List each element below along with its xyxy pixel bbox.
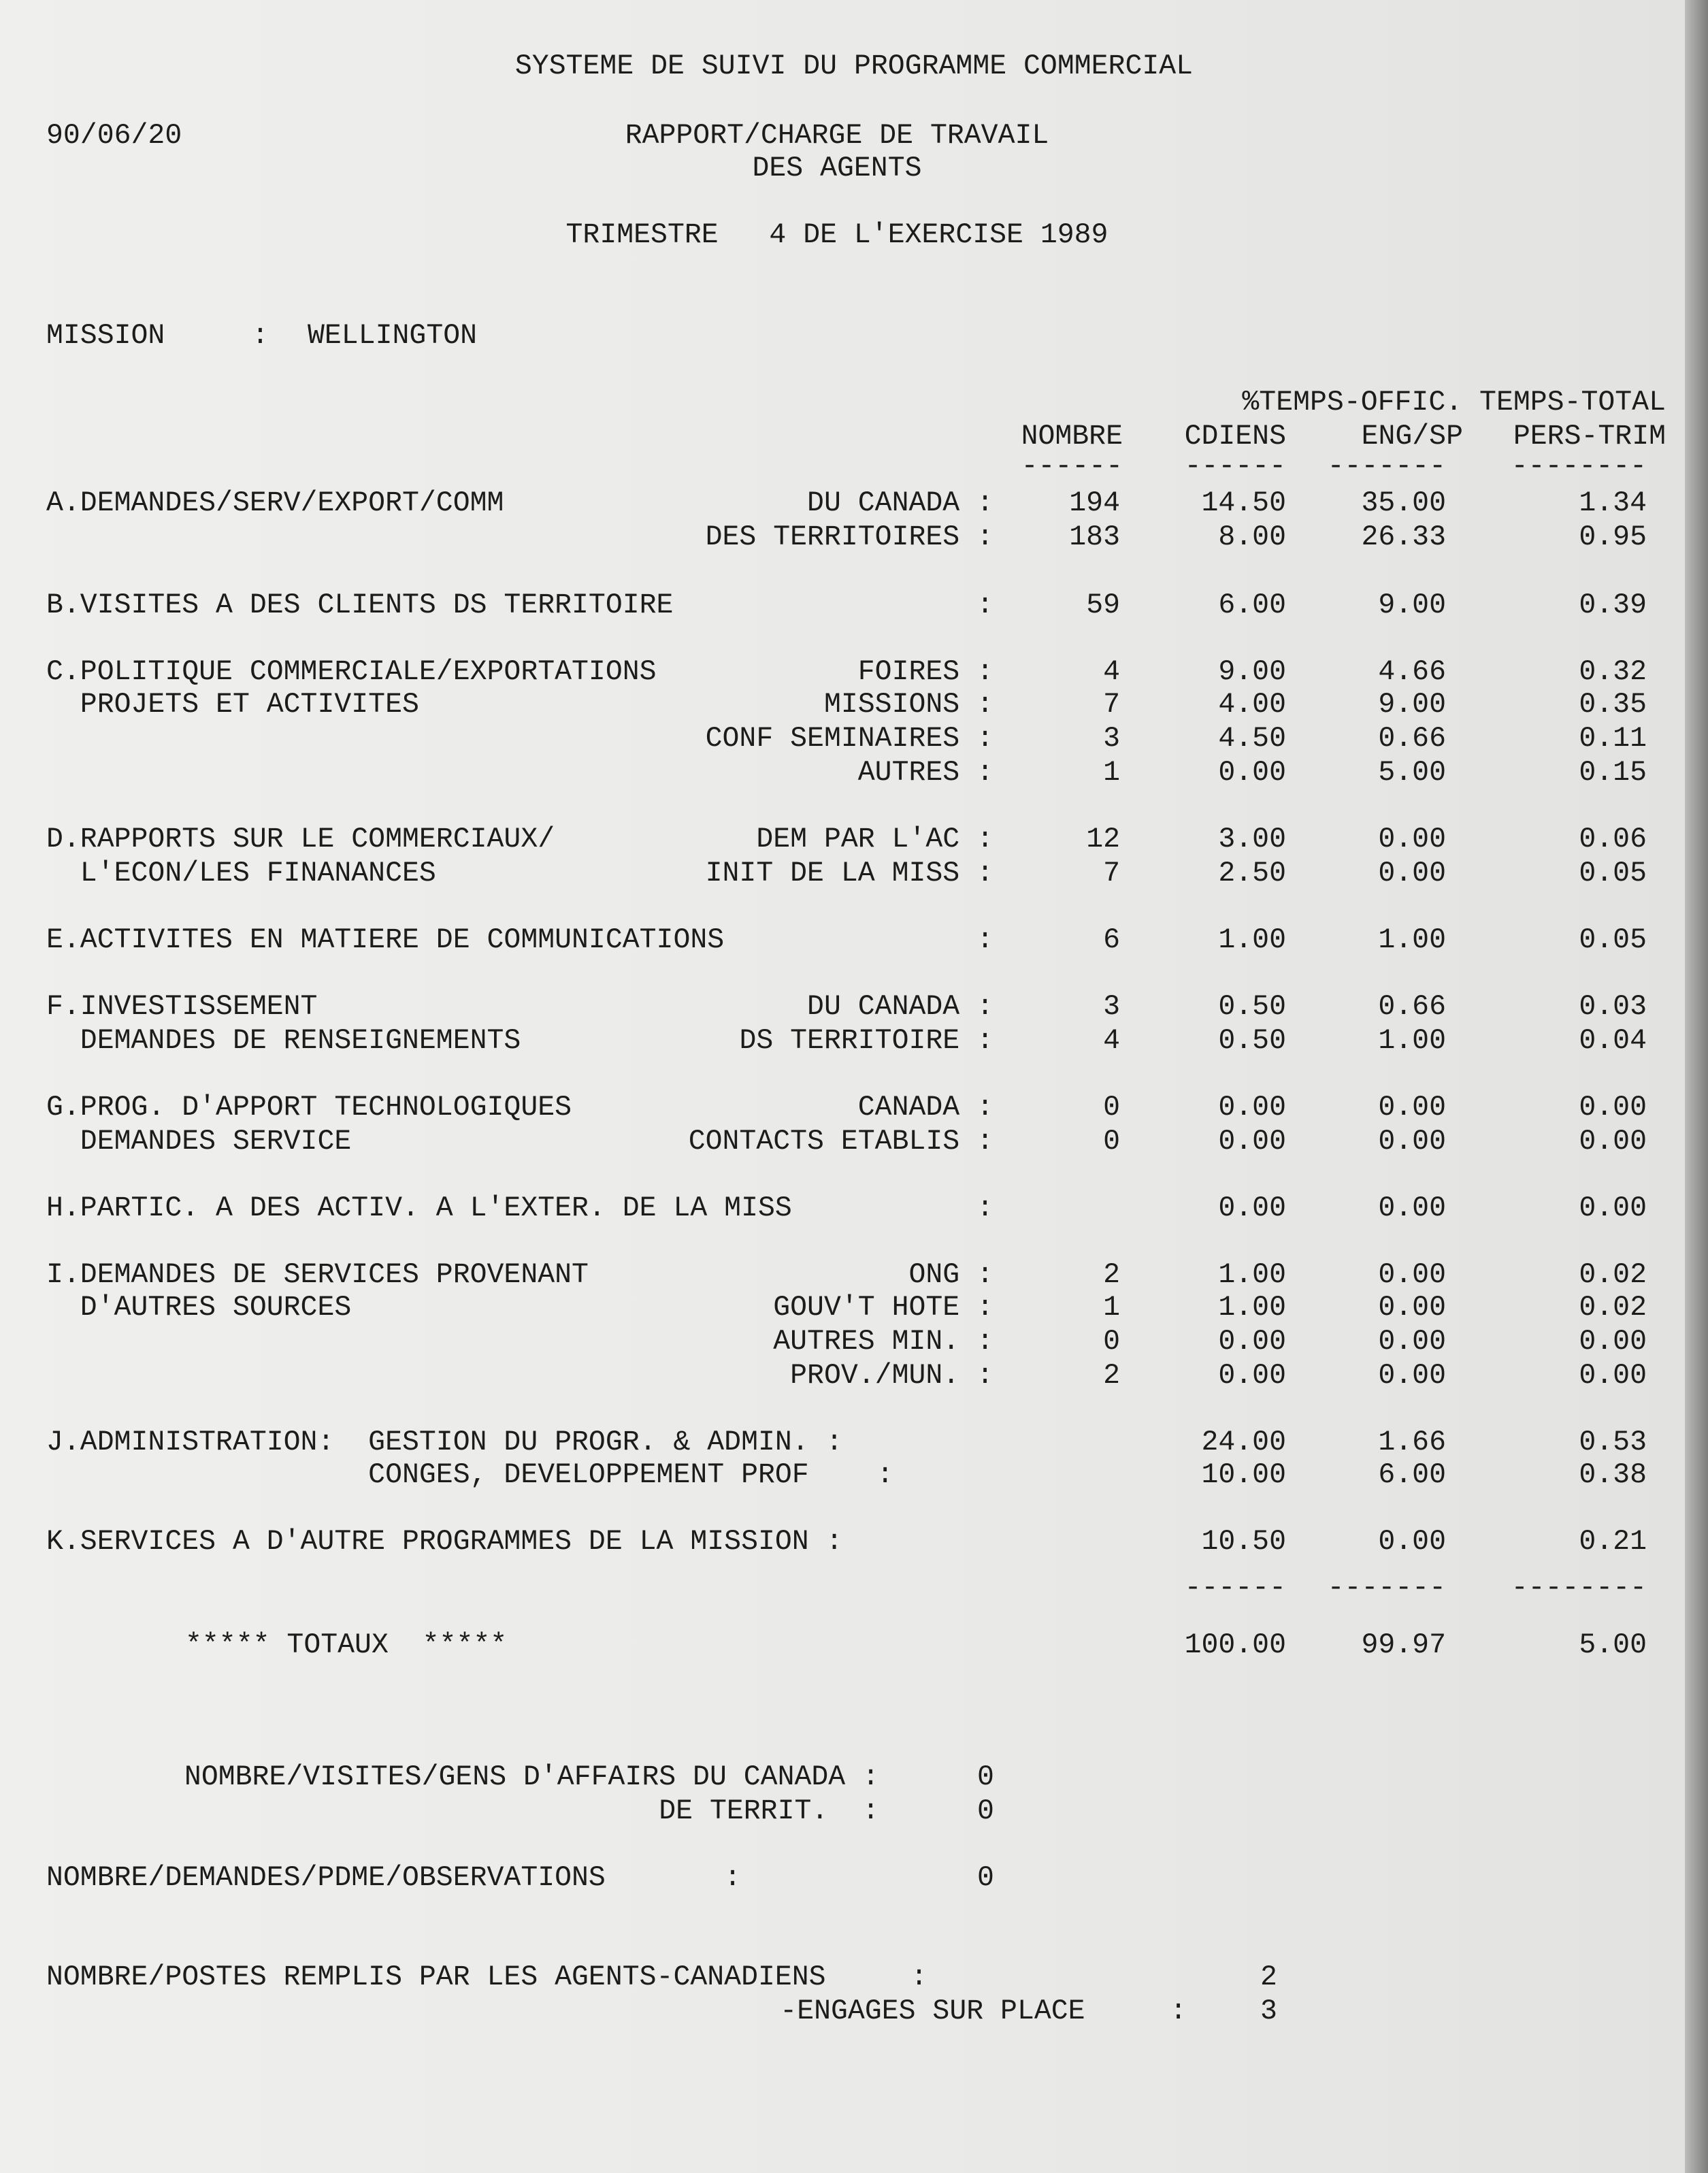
row-engsp: 35.00 xyxy=(1361,487,1446,519)
totals-label: ***** TOTAUX ***** xyxy=(185,1629,508,1661)
row-subcategory: AUTRES MIN. : xyxy=(773,1326,993,1358)
row-nombre: 12 xyxy=(1086,823,1120,855)
row-cdiens: 10.50 xyxy=(1201,1526,1286,1558)
row-category: B.VISITES A DES CLIENTS DS TERRITOIRE xyxy=(46,589,674,621)
row-engsp: 1.66 xyxy=(1378,1426,1446,1458)
row-engsp: 0.00 xyxy=(1378,857,1446,889)
row-cdiens: 0.00 xyxy=(1218,1092,1286,1124)
row-nombre: 7 xyxy=(1103,857,1120,889)
row-category: E.ACTIVITES EN MATIERE DE COMMUNICATIONS xyxy=(46,924,725,956)
row-subcategory: FOIRES : xyxy=(857,656,993,688)
row-cdiens: 1.00 xyxy=(1218,1292,1286,1324)
row-cdiens: 1.00 xyxy=(1218,924,1286,956)
row-cdiens: 0.00 xyxy=(1218,1192,1286,1224)
underline-cdiens: ------ xyxy=(1184,451,1286,483)
row-cdiens: 0.00 xyxy=(1218,1126,1286,1158)
row-engsp: 4.66 xyxy=(1378,656,1446,688)
row-engsp: 0.00 xyxy=(1378,1092,1446,1124)
row-perstrim: 0.00 xyxy=(1579,1126,1647,1158)
row-perstrim: 0.05 xyxy=(1579,924,1647,956)
row-cdiens: 2.50 xyxy=(1218,857,1286,889)
row-engsp: 0.00 xyxy=(1378,1326,1446,1358)
row-category: D.RAPPORTS SUR LE COMMERCIAUX/ xyxy=(46,823,555,855)
footer-postes-canadiens-value: 2 xyxy=(1260,1961,1277,1993)
underline-engsp: ------- xyxy=(1327,451,1446,483)
row-engsp: 0.00 xyxy=(1378,1126,1446,1158)
row-category: C.POLITIQUE COMMERCIALE/EXPORTATIONS xyxy=(46,656,657,688)
row-nombre: 4 xyxy=(1103,656,1120,688)
footer-pdme-value: 0 xyxy=(977,1862,994,1894)
row-engsp: 0.00 xyxy=(1378,1292,1446,1324)
row-engsp: 6.00 xyxy=(1378,1459,1446,1491)
report-title-line-2: DES AGENTS xyxy=(752,152,922,184)
col-header-cdiens: CDIENS xyxy=(1184,421,1286,453)
row-perstrim: 0.15 xyxy=(1579,757,1647,789)
row-engsp: 1.00 xyxy=(1378,1025,1446,1057)
row-category: F.INVESTISSEMENT xyxy=(46,991,318,1023)
row-category: DEMANDES SERVICE xyxy=(46,1126,352,1158)
row-nombre: 0 xyxy=(1103,1326,1120,1358)
underline-perstrim: -------- xyxy=(1511,451,1647,483)
row-cdiens: 24.00 xyxy=(1201,1426,1286,1458)
row-cdiens: 0.50 xyxy=(1218,991,1286,1023)
row-nombre: 3 xyxy=(1103,991,1120,1023)
mission-separator: : xyxy=(252,320,269,352)
row-perstrim: 0.02 xyxy=(1579,1259,1647,1291)
row-subcategory: DEM PAR L'AC : xyxy=(756,823,993,855)
row-perstrim: 0.39 xyxy=(1579,589,1647,621)
row-cdiens: 14.50 xyxy=(1201,487,1286,519)
row-subcategory: DU CANADA : xyxy=(807,991,993,1023)
row-engsp: 0.00 xyxy=(1378,1192,1446,1224)
row-perstrim: 0.04 xyxy=(1579,1025,1647,1057)
row-engsp: 0.00 xyxy=(1378,1360,1446,1392)
row-cdiens: 0.50 xyxy=(1218,1025,1286,1057)
row-perstrim: 0.32 xyxy=(1579,656,1647,688)
row-perstrim: 0.00 xyxy=(1579,1092,1647,1124)
row-perstrim: 0.21 xyxy=(1579,1526,1647,1558)
col-header-engsp: ENG/SP xyxy=(1361,421,1463,453)
row-category: H.PARTIC. A DES ACTIV. A L'EXTER. DE LA MISS xyxy=(46,1192,792,1224)
footer-visits-territ-value: 0 xyxy=(977,1795,994,1827)
row-category: G.PROG. D'APPORT TECHNOLOGIQUES xyxy=(46,1092,572,1124)
mission-value: WELLINGTON xyxy=(308,320,478,352)
footer-visits-canada-label: NOMBRE/VISITES/GENS D'AFFAIRS DU CANADA : xyxy=(184,1761,879,1793)
row-perstrim: 0.00 xyxy=(1579,1360,1647,1392)
row-cdiens: 4.50 xyxy=(1218,723,1286,755)
row-engsp: 0.00 xyxy=(1378,1526,1446,1558)
row-perstrim: 0.03 xyxy=(1579,991,1647,1023)
row-subcategory: DS TERRITOIRE : xyxy=(739,1025,993,1057)
row-category: L'ECON/LES FINANANCES xyxy=(46,857,436,889)
row-perstrim: 1.34 xyxy=(1579,487,1647,519)
row-subcategory: MISSIONS : xyxy=(823,689,993,721)
row-nombre: 2 xyxy=(1103,1360,1120,1392)
row-subcategory: PROV./MUN. : xyxy=(790,1360,993,1392)
underline-nombre: ------ xyxy=(1021,451,1123,483)
footer-visits-territ-label: DE TERRIT. : xyxy=(659,1795,879,1827)
row-category: DEMANDES DE RENSEIGNEMENTS xyxy=(46,1025,521,1057)
footer-postes-engages-label: -ENGAGES SUR PLACE : xyxy=(780,1995,1187,2027)
row-engsp: 0.66 xyxy=(1378,991,1446,1023)
row-nombre: 0 xyxy=(1103,1092,1120,1124)
row-engsp: 9.00 xyxy=(1378,589,1446,621)
totals-cdiens: 100.00 xyxy=(1184,1629,1286,1661)
row-nombre: 0 xyxy=(1103,1126,1120,1158)
row-category: A.DEMANDES/SERV/EXPORT/COMM xyxy=(46,487,504,519)
time-group-header: %TEMPS-OFFIC. TEMPS-TOTAL xyxy=(1242,387,1666,419)
mission-label: MISSION xyxy=(46,320,165,352)
row-subcategory: INIT DE LA MISS : xyxy=(705,857,993,889)
row-cdiens: 9.00 xyxy=(1218,656,1286,688)
report-title-line-1: RAPPORT/CHARGE DE TRAVAIL xyxy=(625,120,1049,152)
row-nombre: 1 xyxy=(1103,1292,1120,1324)
row-cdiens: 6.00 xyxy=(1218,589,1286,621)
row-perstrim: 0.05 xyxy=(1579,857,1647,889)
totals-perstrim: 5.00 xyxy=(1579,1629,1647,1661)
row-subcategory: DU CANADA : xyxy=(807,487,993,519)
row-cdiens: 3.00 xyxy=(1218,823,1286,855)
row-subcategory: CONTACTS ETABLIS : xyxy=(688,1126,993,1158)
report-date: 90/06/20 xyxy=(46,120,182,152)
row-cdiens: 0.00 xyxy=(1218,757,1286,789)
row-cdiens: 4.00 xyxy=(1218,689,1286,721)
row-cdiens: 8.00 xyxy=(1218,521,1286,553)
row-subcategory: CANADA : xyxy=(857,1092,993,1124)
row-engsp: 0.00 xyxy=(1378,1259,1446,1291)
row-category: PROJETS ET ACTIVITES xyxy=(46,689,419,721)
totals-engsp: 99.97 xyxy=(1361,1629,1446,1661)
row-category: I.DEMANDES DE SERVICES PROVENANT xyxy=(46,1259,589,1291)
row-subcategory: ONG : xyxy=(908,1259,993,1291)
row-perstrim: 0.11 xyxy=(1579,723,1647,755)
row-nombre: 59 xyxy=(1086,589,1120,621)
row-engsp: 5.00 xyxy=(1378,757,1446,789)
row-nombre: 4 xyxy=(1103,1025,1120,1057)
row-engsp: 0.00 xyxy=(1378,823,1446,855)
footer-postes-canadiens-label: NOMBRE/POSTES REMPLIS PAR LES AGENTS-CANADIENS : xyxy=(46,1961,928,1993)
row-cdiens: 0.00 xyxy=(1218,1326,1286,1358)
row-nombre: 194 xyxy=(1069,487,1120,519)
row-perstrim: 0.06 xyxy=(1579,823,1647,855)
row-perstrim: 0.35 xyxy=(1579,689,1647,721)
row-subcategory: : xyxy=(976,1192,993,1224)
row-cdiens: 1.00 xyxy=(1218,1259,1286,1291)
row-cdiens: 0.00 xyxy=(1218,1360,1286,1392)
footer-postes-engages-value: 3 xyxy=(1260,1995,1277,2027)
row-nombre: 2 xyxy=(1103,1259,1120,1291)
row-nombre: 1 xyxy=(1103,757,1120,789)
footer-pdme-label: NOMBRE/DEMANDES/PDME/OBSERVATIONS : xyxy=(46,1862,742,1894)
row-category: J.ADMINISTRATION: GESTION DU PROGR. & ADMIN. : xyxy=(46,1426,843,1458)
row-nombre: 183 xyxy=(1069,521,1120,553)
row-engsp: 26.33 xyxy=(1361,521,1446,553)
row-nombre: 3 xyxy=(1103,723,1120,755)
row-subcategory: AUTRES : xyxy=(857,757,993,789)
system-title: SYSTEME DE SUIVI DU PROGRAMME COMMERCIAL xyxy=(514,50,1194,82)
row-perstrim: 0.53 xyxy=(1579,1426,1647,1458)
row-perstrim: 0.00 xyxy=(1579,1326,1647,1358)
row-perstrim: 0.02 xyxy=(1579,1292,1647,1324)
row-category: D'AUTRES SOURCES xyxy=(46,1292,352,1324)
row-perstrim: 0.00 xyxy=(1579,1192,1647,1224)
row-engsp: 1.00 xyxy=(1378,924,1446,956)
row-subcategory: GOUV'T HOTE : xyxy=(773,1292,993,1324)
row-engsp: 9.00 xyxy=(1378,689,1446,721)
col-header-nombre: NOMBRE xyxy=(1021,421,1123,453)
row-nombre: 7 xyxy=(1103,689,1120,721)
row-cdiens: 10.00 xyxy=(1201,1459,1286,1491)
row-nombre: 6 xyxy=(1103,924,1120,956)
totals-underline-perstrim: -------- xyxy=(1511,1572,1647,1604)
row-subcategory: : xyxy=(976,589,993,621)
row-engsp: 0.66 xyxy=(1378,723,1446,755)
row-subcategory: : xyxy=(976,924,993,956)
totals-underline-engsp: ------- xyxy=(1327,1572,1446,1604)
footer-visits-canada-value: 0 xyxy=(977,1761,994,1793)
row-category: CONGES, DEVELOPPEMENT PROF : xyxy=(46,1459,894,1491)
row-subcategory: DES TERRITOIRES : xyxy=(705,521,993,553)
row-subcategory: CONF SEMINAIRES : xyxy=(705,723,993,755)
row-category: K.SERVICES A D'AUTRE PROGRAMMES DE LA MISSION : xyxy=(46,1526,843,1558)
totals-underline-cdiens: ------ xyxy=(1184,1572,1286,1604)
quarter-line: TRIMESTRE 4 DE L'EXERCISE 1989 xyxy=(565,219,1108,251)
col-header-perstrim: PERS-TRIM xyxy=(1513,421,1666,453)
row-perstrim: 0.38 xyxy=(1579,1459,1647,1491)
row-perstrim: 0.95 xyxy=(1579,521,1647,553)
